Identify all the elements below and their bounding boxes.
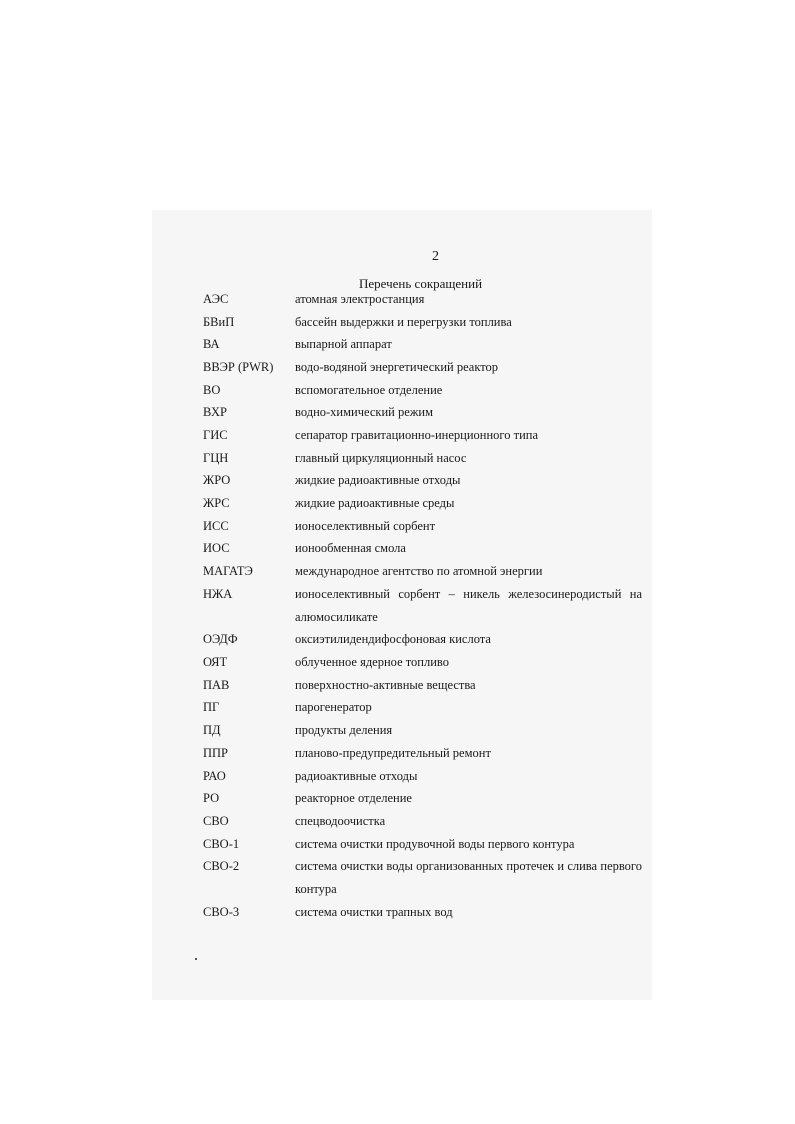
abbreviation-term: АЭС — [203, 292, 229, 306]
abbreviation-term: СВО — [203, 814, 229, 828]
abbreviation-definition: оксиэтилидендифосфоновая кислота — [295, 632, 491, 646]
abbreviation-term: МАГАТЭ — [203, 564, 253, 578]
abbreviation-term: СВО-1 — [203, 837, 240, 851]
abbreviation-definition: атомная электростанция — [295, 292, 425, 306]
abbreviation-term: ИОС — [203, 541, 230, 555]
abbreviation-definition: водо-водяной энергетический реактор — [295, 360, 499, 374]
abbreviation-term: ВО — [203, 383, 221, 397]
abbreviation-term: ЖРО — [203, 473, 231, 487]
abbreviation-term: НЖА — [203, 587, 233, 601]
abbreviation-definition: поверхностно-активные вещества — [295, 678, 476, 692]
abbreviation-term: ВВЭР (PWR) — [203, 360, 274, 374]
abbreviation-term: СВО-2 — [203, 859, 240, 873]
abbreviation-term: ПГ — [203, 700, 220, 714]
abbreviation-term: БВиП — [203, 315, 235, 329]
page-number: 2 — [432, 249, 439, 264]
abbreviation-term: ОЯТ — [203, 655, 228, 669]
abbreviation-term: ОЭДФ — [203, 632, 238, 646]
abbreviation-term: ГЦН — [203, 451, 229, 465]
scan-speck — [195, 958, 197, 960]
abbreviation-term: ИСС — [203, 519, 229, 533]
abbreviation-definition: главный циркуляционный насос — [295, 451, 467, 465]
abbreviation-term: ЖРС — [203, 496, 230, 510]
abbreviation-term: РО — [203, 791, 220, 805]
abbreviation-definition: выпарной аппарат — [295, 337, 392, 351]
abbreviation-definition: облученное ядерное топливо — [295, 655, 449, 669]
abbreviation-term: ППР — [203, 746, 229, 760]
abbreviation-definition: система очистки продувочной воды первого контура — [295, 837, 575, 851]
abbreviation-definition: реакторное отделение — [295, 791, 412, 805]
abbreviation-definition: парогенератор — [295, 700, 372, 714]
abbreviation-definition: ионоселективный сорбент — [295, 519, 436, 533]
abbreviation-definition: сепаратор гравитационно-инерционного типа — [295, 428, 538, 442]
abbreviation-definition: планово-предупредительный ремонт — [295, 746, 491, 760]
abbreviation-definition: международное агентство по атомной энергии — [295, 564, 543, 578]
abbreviation-definition: продукты деления — [295, 723, 393, 737]
abbreviation-term: ВХР — [203, 405, 228, 419]
abbreviation-term: РАО — [203, 769, 226, 783]
page-title: Перечень сокращений — [359, 276, 483, 291]
abbreviation-definition: бассейн выдержки и перегрузки топлива — [295, 315, 512, 329]
abbreviation-definition: жидкие радиоактивные отходы — [295, 473, 461, 487]
abbreviation-definition: вспомогательное отделение — [295, 383, 443, 397]
abbreviation-definition: радиоактивные отходы — [295, 769, 418, 783]
abbreviation-definition: ионообменная смола — [295, 541, 406, 555]
abbreviation-definition: система очистки трапных вод — [295, 905, 453, 919]
abbreviation-definition: система очистки воды организованных протечек и слива первого контура — [295, 859, 642, 896]
abbreviation-definition: жидкие радиоактивные среды — [295, 496, 455, 510]
abbreviation-definition: спецводоочистка — [295, 814, 386, 828]
abbreviation-definition: ионоселективный сорбент – никель железосинеродистый на алюмосиликате — [295, 587, 642, 624]
abbreviation-definition: водно-химический режим — [295, 405, 434, 419]
abbreviation-term: СВО-3 — [203, 905, 240, 919]
abbreviation-term: ПАВ — [203, 678, 230, 692]
abbreviation-term: ПД — [203, 723, 221, 737]
abbreviation-term: ГИС — [203, 428, 228, 442]
abbreviation-term: ВА — [203, 337, 220, 351]
